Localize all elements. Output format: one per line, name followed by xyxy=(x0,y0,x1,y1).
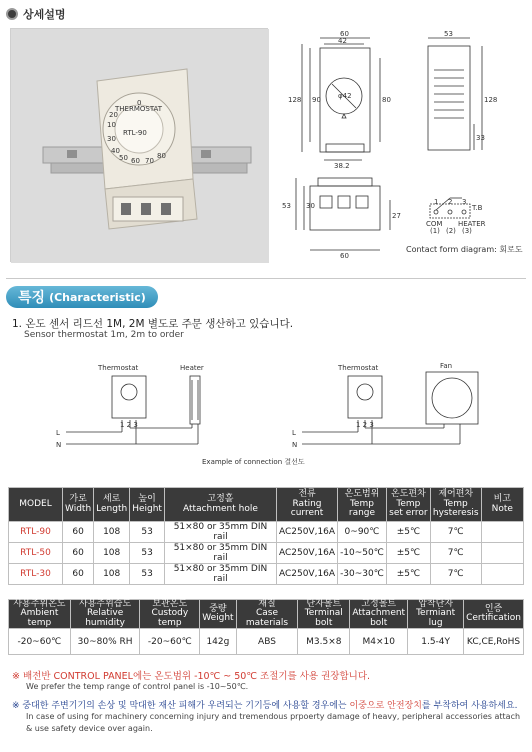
header-terminal-bolt: 단자볼트 Terminal bolt xyxy=(298,600,350,629)
wiring-left-heater-label: Heater xyxy=(180,364,204,372)
bullet-icon xyxy=(6,8,18,20)
header-weight: 중량 Weight xyxy=(200,600,236,629)
svg-text:50: 50 xyxy=(119,154,128,162)
svg-text:27: 27 xyxy=(392,212,401,220)
photo-model-label: RTL-90 xyxy=(123,129,147,137)
svg-text:80: 80 xyxy=(157,152,166,160)
thermostat-product-illustration xyxy=(11,29,269,263)
header-ambient-temp: 사용주위온도 Ambient temp xyxy=(9,600,71,629)
svg-text:N: N xyxy=(292,441,298,449)
section-title: 상세설명 xyxy=(23,8,66,21)
svg-text:33: 33 xyxy=(476,134,485,142)
table-row: RTL-90 60 108 53 51×80 or 35mm DIN rail AC250V,16A 0~90℃ ±5℃ 7℃ xyxy=(9,522,524,543)
characteristic-title: 특징 (Characteristic) xyxy=(6,286,158,308)
feature-english: Sensor thermostat 1m, 2m to order xyxy=(24,330,184,340)
svg-text:N: N xyxy=(56,441,62,449)
svg-text:L: L xyxy=(292,429,296,437)
svg-text:2: 2 xyxy=(448,198,453,206)
contact-diagram xyxy=(426,198,486,235)
photo-thermostat-label: THERMOSTAT xyxy=(115,105,163,113)
svg-text:1: 1 xyxy=(434,198,439,206)
wiring-right-thermostat-label: Thermostat xyxy=(338,364,379,372)
svg-text:42: 42 xyxy=(338,37,347,45)
header-rating-current: 전류 Rating current xyxy=(276,488,337,522)
section-header xyxy=(6,6,66,22)
svg-text:20: 20 xyxy=(109,111,118,119)
header-custody-temp: 보관온도 Custody temp xyxy=(140,600,200,629)
svg-text:30: 30 xyxy=(107,135,116,143)
contact-caption: Contact form diagram: 회로도 xyxy=(406,245,523,254)
feature-korean: 1. 온도 센서 리드선 1M, 2M 별도로 주문 생산하고 있습니다. xyxy=(12,318,294,330)
svg-text:HEATER: HEATER xyxy=(458,220,486,228)
svg-text:0: 0 xyxy=(137,99,142,107)
svg-text:60: 60 xyxy=(131,157,140,165)
header-temp-set-error: 온도편차 Temp set error xyxy=(386,488,430,522)
table-row: RTL-30 60 108 53 51×80 or 35mm DIN rail AC250V,16A -30~30℃ ±5℃ 7℃ xyxy=(9,564,524,585)
header-attachment-hole: 고정홀 Attachment hole xyxy=(164,488,276,522)
header-model: MODEL xyxy=(9,488,63,522)
header-attachment-bolt: 고정볼트 Attachment bolt xyxy=(350,600,408,629)
divider xyxy=(6,278,526,279)
table-header-row xyxy=(9,600,524,629)
header-length: 세로 Length xyxy=(94,488,130,522)
svg-text:1 2 3: 1 2 3 xyxy=(356,421,374,429)
table-row: RTL-50 60 108 53 51×80 or 35mm DIN rail AC250V,16A -10~50℃ ±5℃ 7℃ xyxy=(9,543,524,564)
svg-text:80: 80 xyxy=(382,96,391,104)
header-relative-humidity: 사용주위습도 Relative humidity xyxy=(70,600,140,629)
svg-text:10: 10 xyxy=(107,121,116,129)
header-temp-range: 온도범위 Temp range xyxy=(338,488,387,522)
svg-text:(2): (2) xyxy=(446,227,456,235)
note-safety-english: In case of using for machinery concerning injury and tremendous prpoerty damage of heavy, peripheral accessories attach & use safety device over again. xyxy=(26,712,521,733)
header-case-materials: 재질 Case materials xyxy=(236,600,298,629)
svg-text:3: 3 xyxy=(462,198,467,206)
svg-text:53: 53 xyxy=(282,202,291,210)
product-photo xyxy=(10,28,268,262)
note-safety: ※ 중대한 주변기기의 손상 및 막대한 재산 피해가 우려되는 기기등에 사용할 경우에는 이중으로 안전장치를 부착하여 사용하세요. xyxy=(12,701,518,711)
svg-text:38.2: 38.2 xyxy=(334,162,350,170)
svg-text:1 2 3: 1 2 3 xyxy=(120,421,138,429)
note-control-panel-english: We prefer the temp range of control panel is -10~50℃. xyxy=(26,682,249,691)
svg-text:60: 60 xyxy=(340,252,349,260)
header-temp-hysteresis: 제어편차 Temp hysteresis xyxy=(430,488,481,522)
svg-text:(3): (3) xyxy=(462,227,472,235)
svg-text:φ42: φ42 xyxy=(338,92,352,100)
wiring-right-fan-label: Fan xyxy=(440,362,453,370)
svg-text:128: 128 xyxy=(288,96,302,104)
header-height: 높이 Height xyxy=(130,488,165,522)
wiring-caption: Example of connection 결선도 xyxy=(202,458,305,466)
wiring-left-thermostat-label: Thermostat xyxy=(98,364,139,372)
header-note: 비고 Note xyxy=(481,488,523,522)
note-control-panel: ※ 배전반 CONTROL PANEL에는 온도범위 -10℃ ~ 50℃ 조절기를 사용 권장합니다. xyxy=(12,671,371,682)
spec-table-environment xyxy=(8,599,524,655)
svg-text:40: 40 xyxy=(111,147,120,155)
header-terminal-lug: 압착단자 Termiant lug xyxy=(408,600,464,629)
svg-text:60: 60 xyxy=(340,30,349,38)
svg-text:30: 30 xyxy=(306,202,315,210)
svg-text:128: 128 xyxy=(484,96,498,104)
spec-table-model xyxy=(8,487,524,585)
svg-text:T.B: T.B xyxy=(472,204,483,212)
svg-text:53: 53 xyxy=(444,30,453,38)
header-certification: 인증 Certification xyxy=(464,600,524,629)
svg-text:COM: COM xyxy=(426,220,443,228)
table-row: -20~60℃ 30~80% RH -20~60℃ 142g ABS M3.5×8 M4×10 1.5-4Y KC,CE,RoHS xyxy=(9,629,524,655)
wiring-diagram xyxy=(52,358,482,470)
svg-text:(1): (1) xyxy=(430,227,440,235)
svg-text:70: 70 xyxy=(145,157,154,165)
table-header-row xyxy=(9,488,524,522)
svg-text:L: L xyxy=(56,429,60,437)
dimension-drawing xyxy=(274,24,522,266)
svg-text:90: 90 xyxy=(312,96,321,104)
header-width: 가로 Width xyxy=(63,488,94,522)
